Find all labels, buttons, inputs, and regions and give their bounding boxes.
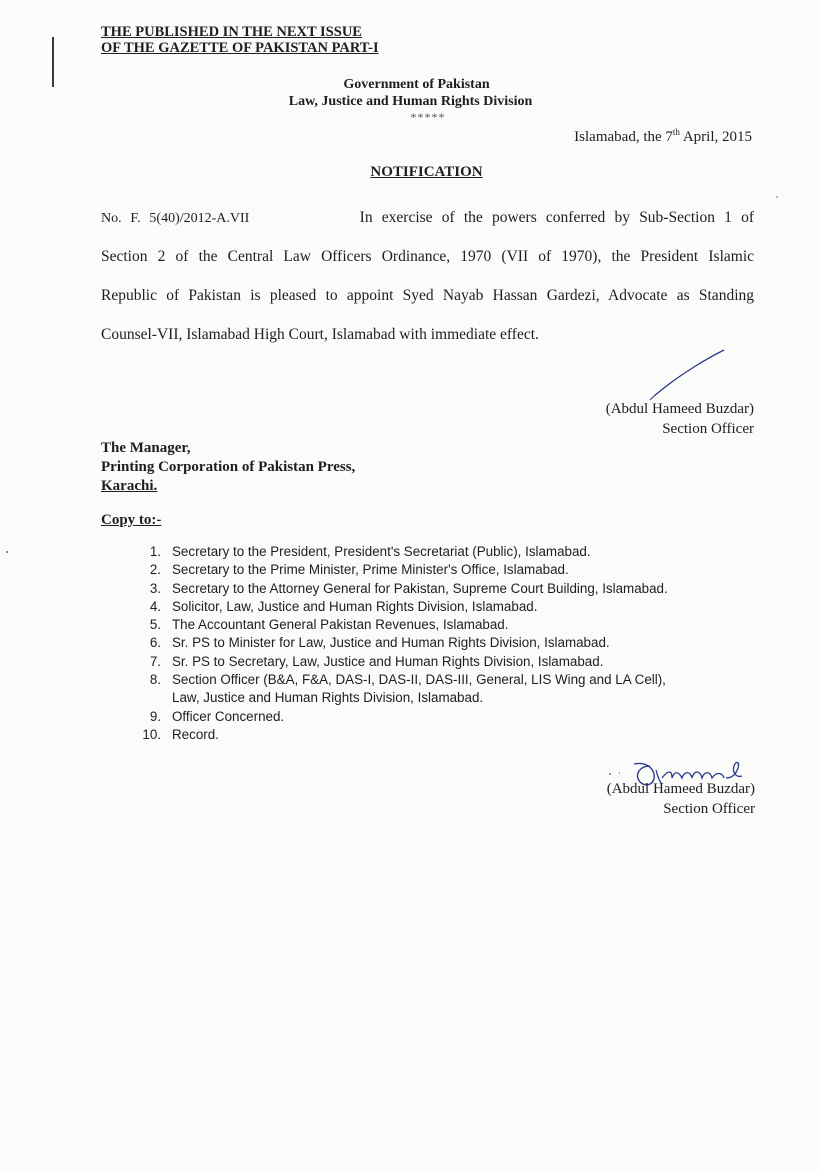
recipient-line: Karachi.: [101, 478, 158, 494]
list-item: 1. Secretary to the President, President's Secretariat (Public), Islamabad.: [149, 544, 591, 559]
signatory-designation: Section Officer: [663, 801, 755, 817]
header-separator: *****: [410, 110, 446, 124]
signatory-name: (Abdul Hameed Buzdar): [606, 781, 755, 797]
list-item: 3. Secretary to the Attorney General for Pakistan, Supreme Court Building, Islamabad.: [149, 580, 668, 596]
notification-body-line: Counsel-VII, Islamabad High Court, Islamabad with immediate effect.: [101, 326, 539, 343]
scan-speck: [776, 196, 778, 198]
recipient-line: The Manager,: [101, 440, 191, 456]
recipient-address: [101, 439, 355, 496]
list-item: 7. Sr. PS to Secretary, Law, Justice and Human Rights Division, Islamabad.: [149, 653, 604, 669]
signatory-block: [607, 779, 755, 819]
copy-to-list: [0, 543, 821, 744]
signature-stroke: [646, 344, 730, 402]
notification-date: Islamabad, the 7th April, 2015: [574, 127, 752, 145]
file-number: No. F. 5(40)/2012-A.VII: [101, 211, 250, 226]
list-item: 4. Solicitor, Law, Justice and Human Rights Division, Islamabad.: [149, 598, 538, 614]
signatory-name: (Abdul Hameed Buzdar): [605, 401, 754, 417]
list-item: 9. Officer Concerned.: [149, 708, 285, 724]
list-item: 10. Record.: [142, 726, 219, 742]
division-title: Law, Justice and Human Rights Division: [288, 94, 533, 109]
copy-to-heading: Copy to:-: [101, 512, 162, 528]
signatory-block: [606, 399, 754, 439]
list-item: 8. Section Officer (B&A, F&A, DAS-I, DAS-II, DAS-III, General, LIS Wing and LA Cell), Law, Justice and Human Rights Division, Islamabad.: [149, 672, 666, 706]
list-item: 5. The Accountant General Pakistan Revenues, Islamabad.: [149, 617, 509, 633]
list-item: 6. Sr. PS to Minister for Law, Justice and Human Rights Division, Islamabad.: [149, 635, 610, 651]
notification-body-line: Section 2 of the Central Law Officers Ordinance, 1970 (VII of 1970), the President Islamic: [101, 248, 754, 265]
notification-title: NOTIFICATION: [370, 164, 483, 180]
signatory-designation: Section Officer: [662, 421, 754, 437]
government-title: Government of Pakistan: [343, 77, 490, 92]
notification-body-line: Republic of Pakistan is pleased to appoint Syed Nayab Hassan Gardezi, Advocate as Standing: [101, 287, 754, 304]
gazette-publish-line-1: THE PUBLISHED IN THE NEXT ISSUE: [101, 24, 362, 40]
recipient-line: Printing Corporation of Pakistan Press,: [101, 459, 356, 475]
notification-body-line: No. F. 5(40)/2012-A.VII In exercise of the powers conferred by Sub-Section 1 of: [101, 209, 755, 226]
gazette-publish-line-2: OF THE GAZETTE OF PAKISTAN PART-I: [101, 40, 379, 56]
list-item: 2. Secretary to the Prime Minister, Prime Minister's Office, Islamabad.: [149, 562, 569, 578]
